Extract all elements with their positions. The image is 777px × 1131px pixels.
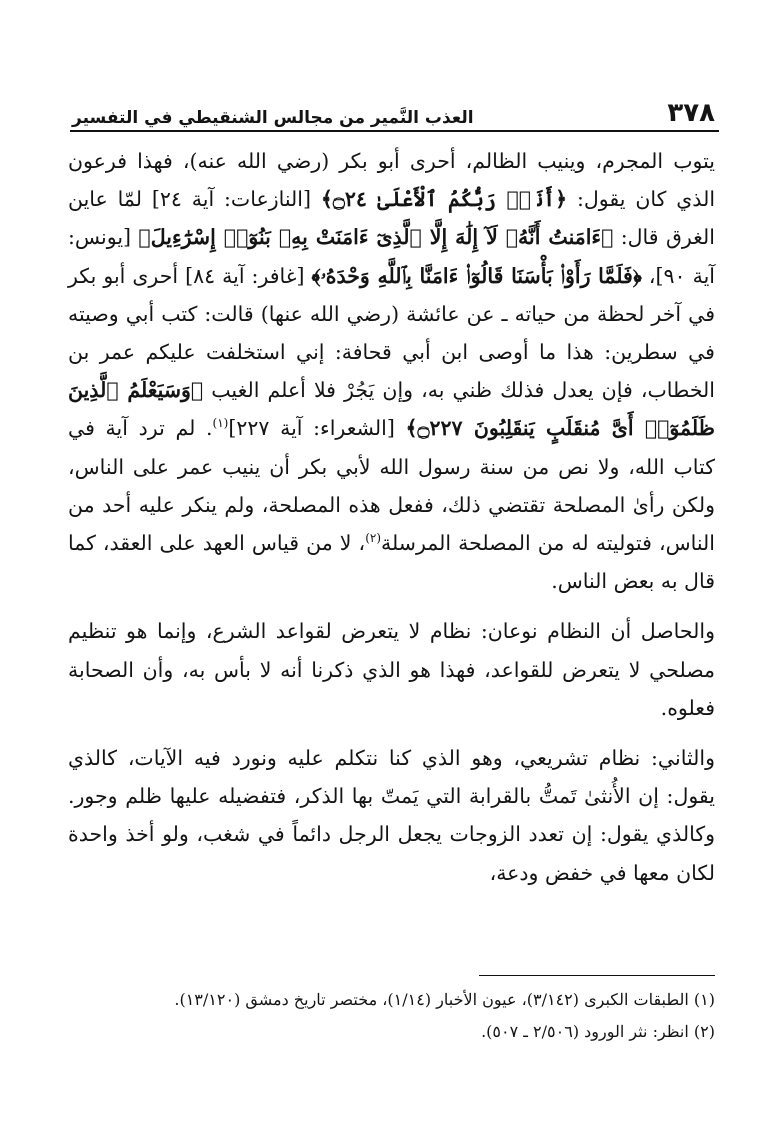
text-segment: [يونس: آية ٩٠]،: [68, 225, 715, 288]
footnotes: [68, 985, 715, 1047]
text-segment: [الشعراء: آية ٢٢٧]: [228, 416, 406, 441]
page-number: ٣٧٨: [667, 98, 715, 128]
quran-verse: ﴿ءَامَنتُ أَنَّهُۥ لَآ إِلَٰهَ إِلَّا ٱلَّذِىٓ ءَامَنَتْ بِهِۦ بَنُوٓا۟ إِسْرَٰٓءِيلَ﴾: [138, 225, 614, 250]
footnote-1: (١) الطبقات الكبرى (٣/١٤٢)، عيون الأخبار (١/١٤)، مختصر تاريخ دمشق (١٣/١٢٠).: [174, 990, 715, 1009]
quran-verse: ﴿وَسَيَعْلَمُ ٱلَّذِينَ ظَلَمُوٓا۟ أَىَّ مُنقَلَبٍ يَنقَلِبُونَ ۝٢٢٧﴾: [68, 378, 715, 441]
text-segment: [غافر: آية ٨٤] أحرى أبو بكر في آخر لحظة من حياته ـ عن عائشة (رضي الله عنها) قالت: كتب أبي وصيته في سطرين: هذا ما أوصى ابن أبي قحافة: إني استخلفت عليكم عمر بن الخطاب، فإن يعدل فذلك ظني به، وإن يَجُرْ فلا أعلم الغيب: [68, 263, 715, 403]
text-segment: . لم ترد آية في كتاب الله، ولا نص من سنة رسول الله لأبي بكر أن ينيب عمر على الناس، ولكن رأىٰ المصلحة تقتضي ذلك، ففعل هذه المصلحة، ولم ينكر عليه أحد من الناس، فتوليته له من المصلحة المرسلة: [68, 416, 715, 556]
running-title: العذب النَّمير من مجالس الشنقيطي في التفسير: [72, 108, 474, 128]
page-header: [70, 84, 719, 132]
text-segment: ، لا من قياس العهد على العقد، كما قال به بعض الناس.: [68, 531, 715, 594]
text-segment: [النازعات: آية ٢٤] لمّا عاين الغرق قال:: [68, 187, 716, 250]
footnote-ref-1[interactable]: (١): [212, 416, 229, 431]
paragraph-1: [68, 142, 715, 600]
footnote-2: (٢) انظر: نثر الورود (٢/٥٠٦ ـ ٥٠٧).: [481, 1022, 715, 1041]
footnote-divider: [479, 975, 715, 976]
paragraph-2: والحاصل أن النظام نوعان: نظام لا يتعرض لقواعد الشرع، وإنما هو تنظيم مصلحي لا يتعرض للقواعد، فهذا هو الذي ذكرنا أنه لا بأس به، وأن الصحابة فعلوه.: [68, 619, 715, 720]
footnote-ref-2[interactable]: (٢): [365, 531, 382, 546]
text-segment: يتوب المجرم، وينيب الظالم، أحرى أبو بكر (رضي الله عنه)، فهذا فرعون الذي كان يقول:: [68, 149, 716, 212]
main-text: [68, 142, 715, 892]
quran-verse: ﴿أَنَا۠ رَبُّكُمُ ٱلْأَعْلَىٰ ۝٢٤﴾: [320, 187, 568, 212]
paragraph-3: والثاني: نظام تشريعي، وهو الذي كنا نتكلم عليه ونورد فيه الآيات، كالذي يقول: إن الأُنثىٰ تَمتُّ بالقرابة التي يَمتّ بها الذكر، فتفضيله عليها ظلم وجور. وكالذي يقول: إن تعدد الزوجات يجعل الرجل دائماً في شغب، ولو أخذ واحدة لكان معها في خفض ودعة،: [68, 746, 715, 885]
quran-verse: ﴿فَلَمَّا رَأَوْا۟ بَأْسَنَا قَالُوٓا۟ ءَامَنَّا بِٱللَّهِ وَحْدَهُۥ﴾: [311, 263, 642, 288]
